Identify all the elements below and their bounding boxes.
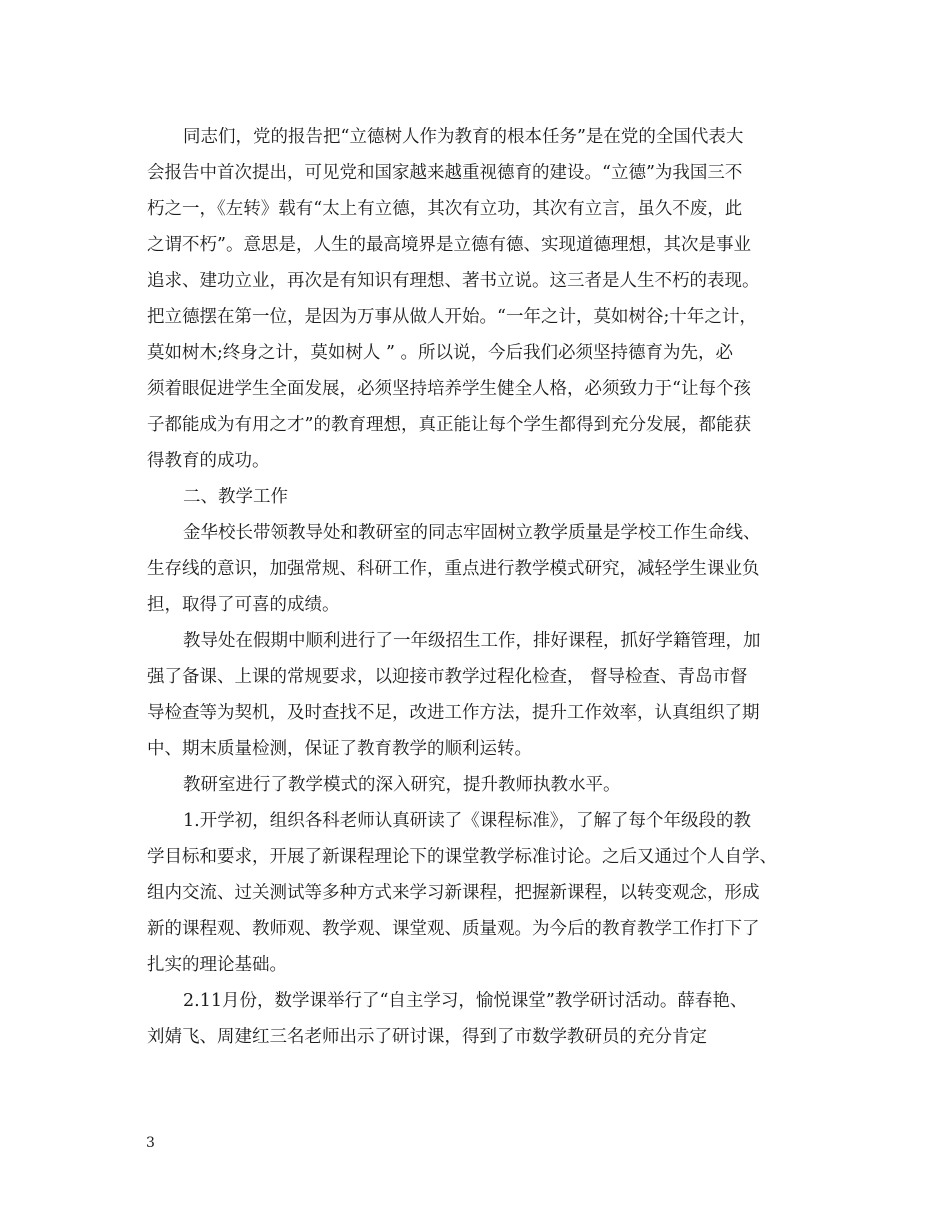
paragraph-line: 追求、建功立业，再次是有知识有理想、著书立说。这三者是人生不朽的表现。 <box>147 271 760 291</box>
paragraph-line: 刘婧飞、周建红三名老师出示了研讨课，得到了市数学教研员的充分肯定 <box>147 1027 707 1047</box>
paragraph-line: 同志们，党的报告把“立德树人作为教育的根本任务”是在党的全国代表大 <box>183 127 744 147</box>
paragraph-line: 强了备课、上课的常规要求，以迎接市教学过程化检查， 督导检查、青岛市督 <box>147 667 748 687</box>
paragraph-line: 子都能成为有用之才”的教育理想，真正能让每个学生都得到充分发展，都能获 <box>147 415 751 435</box>
paragraph-line: 莫如树木;终身之计，莫如树人 ” 。所以说，今后我们必须坚持德育为先，必 <box>147 343 733 363</box>
page-number: 3 <box>146 1135 155 1151</box>
paragraph-line: 生存线的意识，加强常规、科研工作，重点进行教学模式研究，减轻学生课业负 <box>147 559 760 579</box>
paragraph-line: 1.开学初，组织各科老师认真研读了《课程标准》，了解了每个年级段的教 <box>183 811 751 831</box>
paragraph-line: 导检查等为契机，及时查找不足，改进工作方法，提升工作效率，认真组织了期 <box>147 703 760 723</box>
section-heading: 二、教学工作 <box>183 487 288 507</box>
paragraph-line: 得教育的成功。 <box>147 451 270 471</box>
paragraph-line: 新的课程观、教师观、教学观、课堂观、质量观。为今后的教育教学工作打下了 <box>147 919 760 939</box>
paragraph-line: 之谓不朽”。意思是，人生的最高境界是立德有德、实现道德理想，其次是事业 <box>147 235 751 255</box>
paragraph-line: 扎实的理论基础。 <box>147 955 287 975</box>
paragraph-line: 须着眼促进学生全面发展，必须坚持培养学生健全人格，必须致力于“让每个孩 <box>147 379 751 399</box>
paragraph-line: 教导处在假期中顺利进行了一年级招生工作，排好课程，抓好学籍管理，加 <box>183 631 761 651</box>
paragraph-line: 担，取得了可喜的成绩。 <box>147 595 340 615</box>
document-body <box>147 119 807 1055</box>
paragraph-line: 会报告中首次提出，可见党和国家越来越重视德育的建设。“立德”为我国三不 <box>147 163 743 183</box>
paragraph-line: 教研室进行了教学模式的深入研究，提升教师执教水平。 <box>183 775 621 795</box>
paragraph-line: 学目标和要求，开展了新课程理论下的课堂教学标准讨论。之后又通过个人自学、 <box>147 847 777 867</box>
paragraph-line: 中、期末质量检测，保证了教育教学的顺利运转。 <box>147 739 532 759</box>
paragraph-line: 2.11月份，数学课举行了“自主学习，愉悦课堂”教学研讨活动。薛春艳、 <box>183 991 748 1011</box>
paragraph-line: 把立德摆在第一位，是因为万事从做人开始。“一年之计，莫如树谷;十年之计， <box>147 307 757 327</box>
paragraph-line: 组内交流、过关测试等多种方式来学习新课程，把握新课程，以转变观念，形成 <box>147 883 760 903</box>
paragraph-line: 金华校长带领教导处和教研室的同志牢固树立教学质量是学校工作生命线、 <box>183 523 761 543</box>
paragraph-line: 朽之一，《左转》载有“太上有立德，其次有立功，其次有立言，虽久不废，此 <box>147 199 743 219</box>
